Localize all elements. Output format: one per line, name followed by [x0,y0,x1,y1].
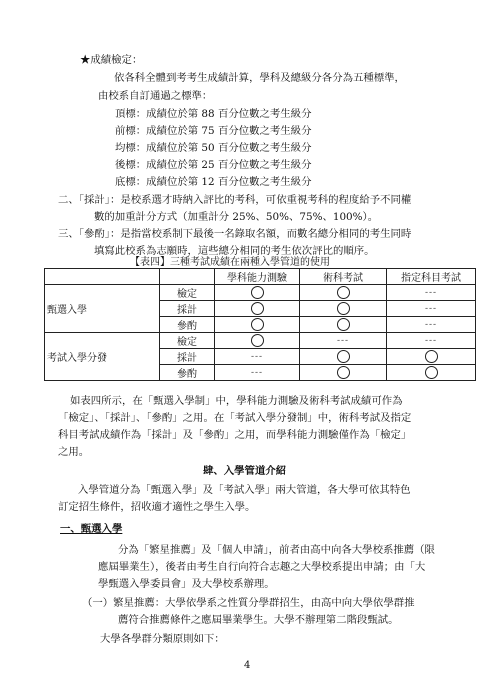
table-corner-cell [45,269,160,285]
table-cell [300,317,387,333]
item-a-line: 薦符合推薦條件之應屆畢業學生。大學不辦理第二階段甄試。 [118,614,399,626]
circle-mark [337,366,350,379]
row-label: 參酌 [160,365,215,381]
paragraph-line: 如表四所示，在「甄選入學制」中，學科能力測驗及術科考試成績可作為 [70,395,403,407]
group-name: 甄選入學 [45,285,160,333]
table-header-row [45,269,476,285]
table-cell: --- [215,349,300,365]
table-row [45,333,476,349]
circle-mark [425,366,438,379]
table-cell [215,285,300,301]
circle-mark [251,286,264,299]
standard-top: 頂標：成績位於第 88 百分位數之考生級分 [115,108,312,120]
section-title: 肆、入學管道介紹 [203,465,287,477]
table-header: 學科能力測驗 [215,269,300,285]
circle-mark [337,318,350,331]
circle-mark [337,350,350,363]
table-corner-cell [160,269,215,285]
table-header: 術科考試 [300,269,387,285]
row-label: 採計 [160,301,215,317]
standard-bottom: 底標：成績位於第 12 百分位數之考生級分 [115,176,312,188]
item-2-line: 二、「採計」：是校系選才時納入評比的考科，可依重視考科的程度給予不同權 [58,194,412,206]
paragraph-line: 入學管道分為「甄選入學」及「考試入學」兩大管道，各大學可依其特色 [78,484,411,496]
circle-mark [337,302,350,315]
table-cell: --- [387,317,476,333]
item-3-line: 三、「參酌」：是指當校系制下最後一名錄取名額，而數名總分相同的考生同時 [58,228,412,240]
item-3-line: 填寫此校系為志願時，這些總分相同的考生依次評比的順序。 [94,245,375,257]
table-header: 指定科目考試 [387,269,476,285]
row-label: 檢定 [160,333,215,349]
table-cell [387,365,476,381]
score-check-heading: ★成績檢定： [80,54,143,66]
usage-table [44,268,476,381]
table-cell: --- [387,301,476,317]
row-label: 檢定 [160,285,215,301]
paragraph-line: 由校系自訂通過之標準： [98,90,213,102]
circle-mark [337,286,350,299]
standard-mean: 均標：成績位於第 50 百分位數之考生級分 [115,142,312,154]
paragraph-line: 之用。 [58,446,90,458]
table-cell [387,349,476,365]
paragraph-line: 學甄選入學委員會」及大學校系辦理。 [98,578,275,590]
table-row [45,285,476,301]
table-cell [300,365,387,381]
table-cell: --- [300,333,387,349]
paragraph-line: 分為「繁星推薦」及「個人申請」，前者由高中向各大學校系推薦（限 [118,544,435,556]
paragraph-line: 大學各學群分類原則如下： [100,633,225,645]
group-name: 考試入學分發 [45,333,160,381]
table-cell [300,285,387,301]
row-label: 採計 [160,349,215,365]
paragraph-line: 科目考試成績作為「採計」及「參酌」之用，而學科能力測驗僅作為「檢定」 [58,429,412,441]
table-cell: --- [387,285,476,301]
circle-mark [251,318,264,331]
item-a-line: （一）繁星推薦：大學依學系之性質分學群招生，由高中向大學依學群推 [82,597,415,609]
circle-mark [251,334,264,347]
paragraph-line: 應屆畢業生），後者由考生自行向符合志趣之大學校系提出申請；由「大 [98,561,426,573]
paragraph-line: 「檢定」、「採計」、「參酌」之用。在「考試入學分發制」中，術科考試及指定 [58,412,412,424]
item-2-line: 數的加重計分方式（加重計分 25%、50%、75%、100%）。 [94,211,379,223]
table-cell: --- [387,333,476,349]
circle-mark [251,302,264,315]
page-number: 4 [244,660,251,671]
subsection-title: 一、甄選入學 [60,523,123,535]
circle-mark [425,350,438,363]
standard-front: 前標：成績位於第 75 百分位數之考生級分 [115,125,312,137]
paragraph-line: 訂定招生條件，招收適才適性之學生入學。 [58,501,256,513]
paragraph-line: 依各科全體到考考生成績計算，學科及總級分各分為五種標準， [114,72,405,84]
table-cell [215,317,300,333]
table-cell [215,301,300,317]
table-cell [300,349,387,365]
table-cell: --- [215,365,300,381]
table-cell [215,333,300,349]
row-label: 參酌 [160,317,215,333]
table-cell [300,301,387,317]
standard-back: 後標：成績位於第 25 百分位數之考生級分 [115,159,312,171]
table-caption: 【表四】三種考試成績在兩種入學管道的使用 [130,257,330,268]
